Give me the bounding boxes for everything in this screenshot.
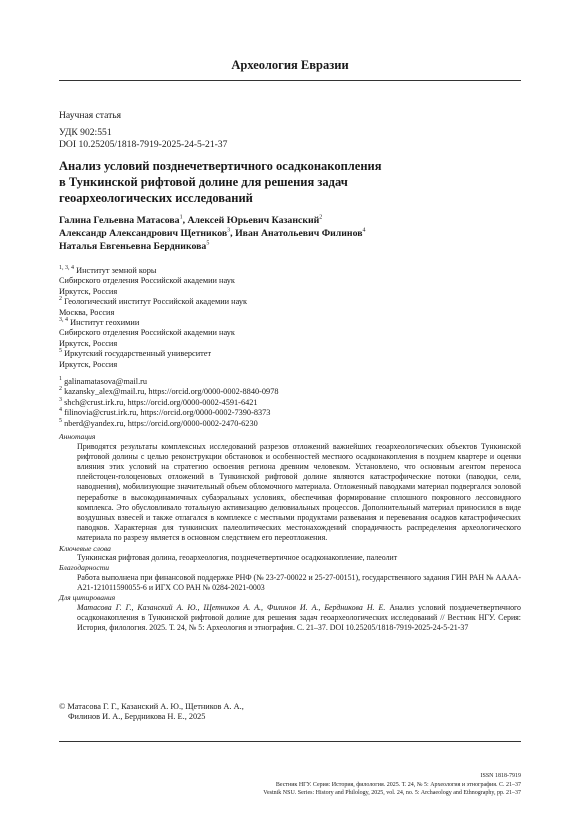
author-name: Иван Анатольевич Филинов xyxy=(235,227,363,239)
author-name: Наталья Евгеньевна Бердникова xyxy=(59,240,207,252)
keywords-label: Ключевые слова xyxy=(59,543,111,553)
keywords-text: Тункинская рифтовая долина, геоархеология, позднечетвертичное осадконакопление, палеолит xyxy=(77,553,398,563)
footer-citation-en: Vestnik NSU. Series: History and Philology, 2025, vol. 24, no. 5: Archaeology and Ethnography, pp. 21–37 xyxy=(263,790,521,796)
affiliations: $^{1, 3, 4}$ Институт земной коры Сибирского отделения Российской академии наук Иркутск, Россия $^2$ Геологический институт Российской академии наук Москва, Россия $^{3, 4}$ Институт геохимии Сибирского отделения Российской академии наук Иркутск, Россия $^5$ Иркутский государственный университет Иркутск, Россия xyxy=(59,265,248,369)
citation-text: Матасова Г. Г., Казанский А. Ю., Щетников А. А., Филинов И. А., Бердникова Н. Е. Анализ условий позднечетвертичного осадконакопления в Тункинской рифтовой долине для решения задач геоархеологических исследований // Вестник НГУ. Серия: История, филология. 2025. Т. 24, № 5: Археология и этнография. С. 21–37. DOI 10.25205/1818-7919-2025-24-5-21-37 xyxy=(77,603,522,633)
author-list: Галина Гельевна Матасова$^1$, Алексей Юрьевич Казанский$^2$ Александр Александрович Щетников$^3$, Иван Анатольевич Филинов$^4$ Наталья Евгеньевна Бердникова$^5$ xyxy=(59,214,366,252)
contact-line[interactable]: $^2$ kazansky_alex@mail.ru, https://orcid.org/0000-0002-8840-0978 xyxy=(59,386,279,397)
contact-line[interactable]: $^4$ filinovia@crust.irk.ru, https://orcid.org/0000-0002-7390-8373 xyxy=(59,407,271,418)
abstract-section xyxy=(59,432,521,634)
acknowledgements-label: Благодарности xyxy=(59,563,109,573)
journal-header: Археология Евразии xyxy=(231,58,349,72)
article-title: Анализ условий позднечетвертичного осадконакопления в Тункинской рифтовой долине для решения задач геоархеологических исследований xyxy=(59,159,382,205)
acknowledgements-text: Работа выполнена при финансовой поддержке РНФ (№ 23-27-00022 и 25-27-00151), государственного задания ГИН РАН № АААА-А21-121011590055-6 и ИГХ СО РАН № 0284-2021-0003 xyxy=(77,573,521,593)
affiliation: $^{3, 4}$ Институт геохимии xyxy=(59,317,140,328)
affiliation: $^{1, 3, 4}$ Институт земной коры xyxy=(59,265,157,275)
udc: УДК 902:551 xyxy=(59,127,112,138)
contact-line[interactable]: $^1$ galinamatasova@mail.ru xyxy=(59,376,148,386)
author-name: Александр Александрович Щетников xyxy=(59,227,228,239)
header-rule xyxy=(59,80,521,81)
doi: DOI 10.25205/1818-7919-2025-24-5-21-37 xyxy=(59,139,228,150)
footer xyxy=(59,772,521,798)
citation-label: Для цитирования xyxy=(59,593,116,603)
footer-rule xyxy=(59,741,521,742)
contacts xyxy=(59,377,279,429)
footer-citation-ru: Вестник НГУ. Серия: История, филология. 2025. Т. 24, № 5: Археология и этнография. С. 21–37 xyxy=(275,781,521,788)
contact-line[interactable]: $^5$ nberd@yandex.ru, https://orcid.org/0000-0002-2470-6230 xyxy=(59,417,258,428)
affiliation: $^5$ Иркутский государственный университет xyxy=(59,348,212,359)
abstract-text: Приводятся результаты комплексных исследований разрезов отложений важнейших геоархеологических объектов Тункинской рифтовой долины с целью реконструкции обстановок и особенностей местного осадконакопления в позднем квартере и оценки влияния этих условий на стратегию освоения региона древним человеком. Установлено, что основным агентом переноса плейстоцен-голоценовых отложений в Тункинской рифтовой долине являются катастрофические потоки (паводки, сели, наводнения), мобилизующие значительный объем обломочного материала. Отложенный паводками материал подвергался эоловой переработке в высокодинамичных субаэральных условиях, обеспечивая формирование сплошного покровного лессовидного комплекса. Это обусловливало тотальную активизацию делювиальных процессов. Дополнительный материал приносился в виде воздушных взвесей и также отлагался в комплексе с местными продуктами развевания и перевевания осадков катастрофических паводков. Характерная для тункинских палеолитических местонахождений спорадичность распределения археологического материала по разрезу является в основном следствием его переотложения. xyxy=(77,441,521,543)
affiliation: $^2$ Геологический институт Российской академии наук xyxy=(59,296,248,307)
abstract-label: Аннотация xyxy=(59,432,96,441)
copyright: © Матасова Г. Г., Казанский А. Ю., Щетников А. А., Филинов И. А., Бердникова Н. Е., 2025 xyxy=(59,702,244,722)
author-name: Алексей Юрьевич Казанский xyxy=(187,215,320,226)
article-type: Научная статья xyxy=(59,110,122,121)
contact-line[interactable]: $^3$ shch@crust.irk.ru, https://orcid.org/0000-0002-4591-6421 xyxy=(59,397,258,407)
author-name: Галина Гельевна Матасова xyxy=(59,215,180,226)
issn: ISSN 1818-7919 xyxy=(480,773,521,779)
